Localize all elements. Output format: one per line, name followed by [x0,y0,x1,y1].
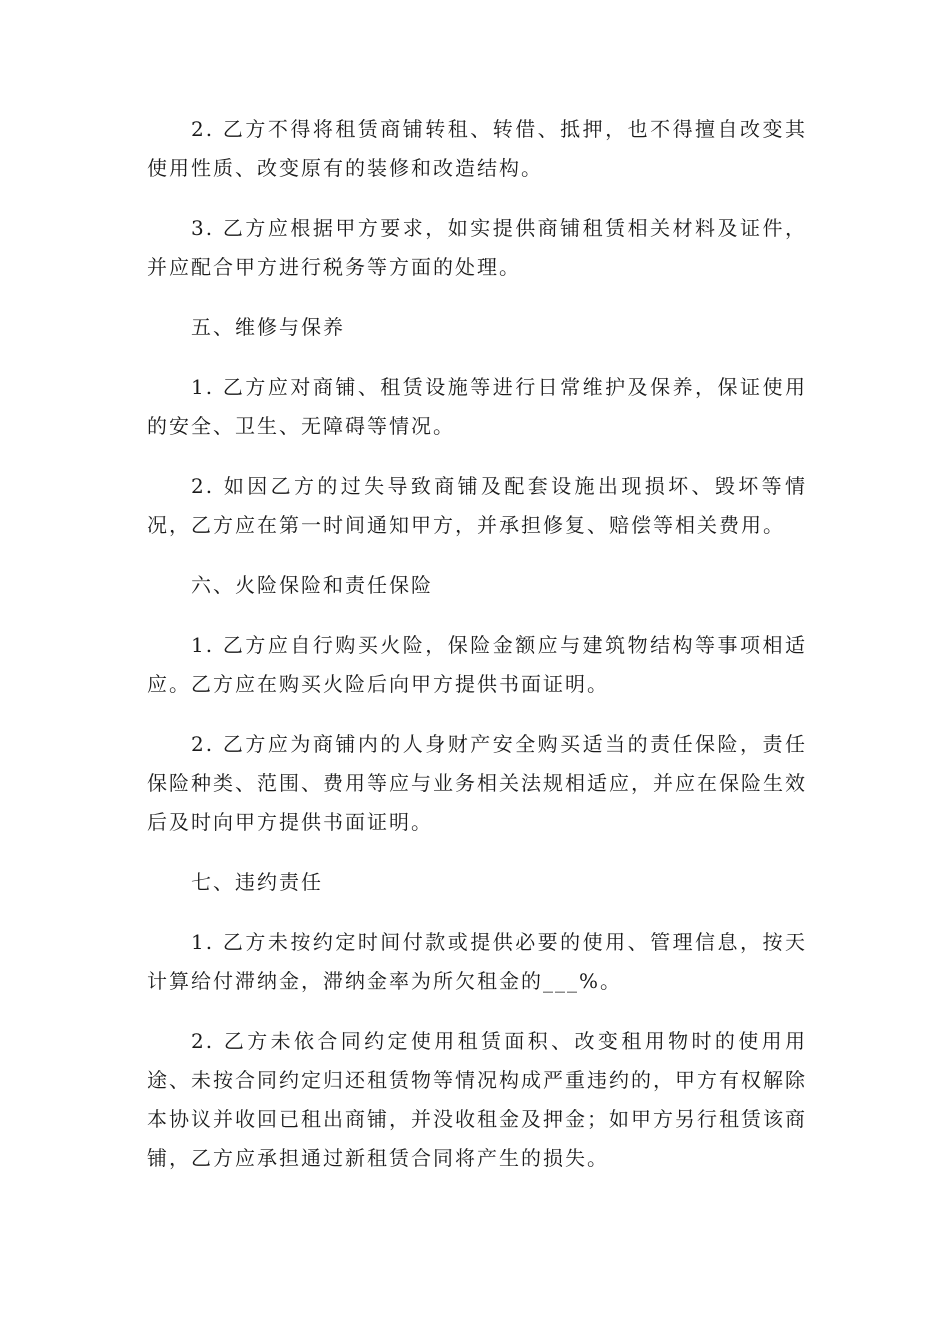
section-heading-maintenance: 五、维修与保养 [191,315,345,339]
section-heading-breach: 七、违约责任 [191,870,323,894]
clause-6-2: 2. 乙方应为商铺内的人身财产安全购买适当的责任保险，责任保险种类、范围、费用等应与业务相关法规相适应，并应在保险生效后及时向甲方提供书面证明。 [147,732,807,834]
clause-7-1: 1. 乙方未按约定时间付款或提供必要的使用、管理信息，按天计算给付滞纳金，滞纳金率为所欠租金的___%。 [147,930,807,993]
clause-5-2: 2. 如因乙方的过失导致商铺及配套设施出现损坏、毁坏等情况，乙方应在第一时间通知甲方，并承担修复、赔偿等相关费用。 [147,474,807,537]
clause-6-1: 1. 乙方应自行购买火险，保险金额应与建筑物结构等事项相适应。乙方应在购买火险后向甲方提供书面证明。 [147,633,807,696]
clause-4-2: 2. 乙方不得将租赁商铺转租、转借、抵押，也不得擅自改变其使用性质、改变原有的装修和改造结构。 [147,117,807,180]
clause-7-2: 2. 乙方未依合同约定使用租赁面积、改变租用物时的使用用途、未按合同约定归还租赁物等情况构成严重违约的，甲方有权解除本协议并收回已租出商铺，并没收租金及押金；如甲方另行租赁该商铺，乙方应承担通过新租赁合同将产生的损失。 [147,1029,807,1170]
clause-5-1: 1. 乙方应对商铺、租赁设施等进行日常维护及保养，保证使用的安全、卫生、无障碍等情况。 [147,375,807,438]
section-heading-insurance: 六、火险保险和责任保险 [191,573,433,597]
clause-4-3: 3. 乙方应根据甲方要求，如实提供商铺租赁相关材料及证件，并应配合甲方进行税务等方面的处理。 [147,216,807,279]
document-body [147,110,807,1199]
